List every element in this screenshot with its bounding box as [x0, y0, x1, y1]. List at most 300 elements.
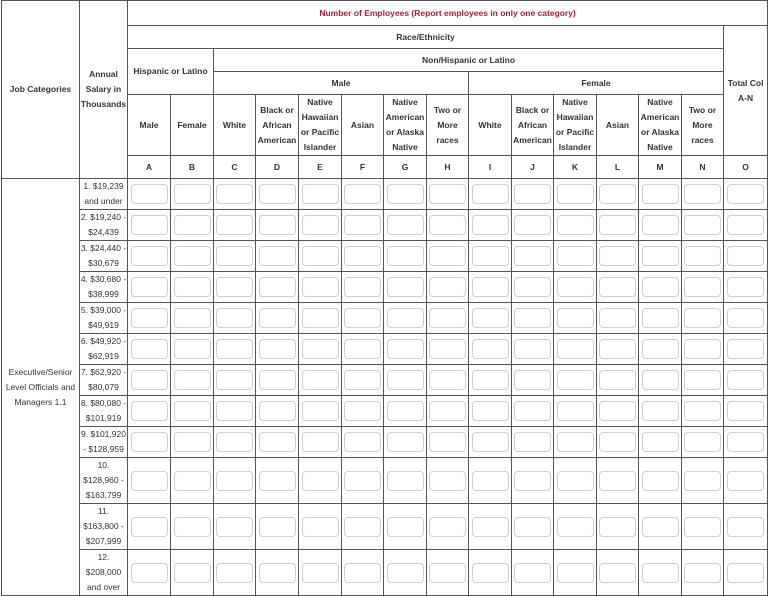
input-cell [639, 427, 682, 458]
count-input-row4-col-j[interactable] [514, 277, 551, 297]
count-input-row7-col-n[interactable] [684, 370, 721, 390]
count-input-row7-col-b[interactable] [174, 370, 211, 390]
count-input-row1-col-n[interactable] [684, 184, 721, 204]
count-input-row9-col-f[interactable] [344, 432, 381, 452]
count-input-row11-col-g[interactable] [387, 517, 424, 537]
count-input-row7-col-c[interactable] [216, 370, 253, 390]
column-header-h: Two or More races [427, 95, 469, 156]
count-input-row10-col-h[interactable] [429, 471, 466, 491]
count-input-row5-col-f[interactable] [344, 308, 381, 328]
input-cell [256, 334, 299, 365]
count-input-row1-col-h[interactable] [429, 184, 466, 204]
count-input-row1-col-o[interactable] [727, 184, 764, 204]
input-cell [171, 458, 214, 504]
count-input-row11-col-c[interactable] [216, 517, 253, 537]
input-cell [427, 427, 469, 458]
input-cell [724, 334, 768, 365]
column-letter-j: J [512, 156, 554, 179]
input-cell [597, 504, 639, 550]
count-input-row5-col-k[interactable] [557, 308, 594, 328]
count-input-row9-col-a[interactable] [131, 432, 168, 452]
count-input-row11-col-m[interactable] [642, 517, 679, 537]
input-cell [342, 458, 384, 504]
count-input-row9-col-d[interactable] [259, 432, 296, 452]
count-input-row2-col-f[interactable] [344, 215, 381, 235]
count-input-row1-col-d[interactable] [259, 184, 296, 204]
count-input-row8-col-c[interactable] [216, 401, 253, 421]
count-input-row10-col-l[interactable] [599, 471, 636, 491]
count-input-row4-col-f[interactable] [344, 277, 381, 297]
count-input-row9-col-o[interactable] [727, 432, 764, 452]
count-input-row12-col-o[interactable] [727, 563, 764, 583]
count-input-row5-col-c[interactable] [216, 308, 253, 328]
hispanic-or-latino-header: Hispanic or Latino [128, 49, 214, 95]
count-input-row6-col-h[interactable] [429, 339, 466, 359]
input-cell [512, 334, 554, 365]
count-input-row1-col-c[interactable] [216, 184, 253, 204]
input-cell [299, 427, 342, 458]
input-cell [469, 550, 512, 596]
count-input-row4-col-b[interactable] [174, 277, 211, 297]
input-cell [597, 241, 639, 272]
count-input-row9-col-c[interactable] [216, 432, 253, 452]
input-cell [384, 504, 427, 550]
count-input-row10-col-n[interactable] [684, 471, 721, 491]
count-input-row6-col-l[interactable] [599, 339, 636, 359]
count-input-row11-col-n[interactable] [684, 517, 721, 537]
salary-range-label: 4. $30,680 - $38,999 [80, 272, 128, 303]
input-cell [427, 365, 469, 396]
count-input-row11-col-a[interactable] [131, 517, 168, 537]
input-cell [384, 303, 427, 334]
input-cell [512, 303, 554, 334]
input-cell [469, 272, 512, 303]
salary-range-label: 12. $208,000 and over [80, 550, 128, 596]
input-cell [427, 272, 469, 303]
salary-row [2, 458, 768, 504]
input-cell [214, 396, 256, 427]
count-input-row7-col-d[interactable] [259, 370, 296, 390]
count-input-row3-col-l[interactable] [599, 246, 636, 266]
count-input-row3-col-a[interactable] [131, 246, 168, 266]
count-input-row7-col-a[interactable] [131, 370, 168, 390]
input-cell [682, 303, 724, 334]
input-cell [256, 210, 299, 241]
salary-range-label: 7. $62,920 - $80,079 [80, 365, 128, 396]
count-input-row6-col-i[interactable] [472, 339, 509, 359]
count-input-row12-col-a[interactable] [131, 563, 168, 583]
count-input-row4-col-k[interactable] [557, 277, 594, 297]
input-cell [639, 334, 682, 365]
count-input-row12-col-d[interactable] [259, 563, 296, 583]
input-cell [554, 179, 597, 210]
input-cell [384, 458, 427, 504]
input-cell [256, 272, 299, 303]
input-cell [724, 504, 768, 550]
count-input-row11-col-f[interactable] [344, 517, 381, 537]
input-cell [342, 427, 384, 458]
input-cell [128, 427, 171, 458]
input-cell [427, 241, 469, 272]
count-input-row7-col-o[interactable] [727, 370, 764, 390]
count-input-row9-col-j[interactable] [514, 432, 551, 452]
count-input-row9-col-l[interactable] [599, 432, 636, 452]
salary-row [2, 210, 768, 241]
count-input-row3-col-e[interactable] [302, 246, 339, 266]
input-cell [639, 241, 682, 272]
input-cell [469, 504, 512, 550]
count-input-row6-col-j[interactable] [514, 339, 551, 359]
count-input-row12-col-l[interactable] [599, 563, 636, 583]
count-input-row10-col-b[interactable] [174, 471, 211, 491]
count-input-row4-col-n[interactable] [684, 277, 721, 297]
input-cell [384, 210, 427, 241]
count-input-row1-col-g[interactable] [387, 184, 424, 204]
count-input-row12-col-e[interactable] [302, 563, 339, 583]
count-input-row7-col-l[interactable] [599, 370, 636, 390]
count-input-row6-col-g[interactable] [387, 339, 424, 359]
count-input-row2-col-j[interactable] [514, 215, 551, 235]
count-input-row1-col-j[interactable] [514, 184, 551, 204]
salary-range-label: 9. $101,920 - $128,959 [80, 427, 128, 458]
count-input-row11-col-b[interactable] [174, 517, 211, 537]
count-input-row2-col-h[interactable] [429, 215, 466, 235]
input-cell [171, 365, 214, 396]
input-cell [427, 179, 469, 210]
count-input-row12-col-k[interactable] [557, 563, 594, 583]
input-cell [512, 241, 554, 272]
count-input-row2-col-d[interactable] [259, 215, 296, 235]
input-cell [214, 303, 256, 334]
count-input-row10-col-d[interactable] [259, 471, 296, 491]
input-cell [214, 179, 256, 210]
count-input-row8-col-h[interactable] [429, 401, 466, 421]
count-input-row3-col-d[interactable] [259, 246, 296, 266]
input-cell [384, 427, 427, 458]
count-input-row4-col-m[interactable] [642, 277, 679, 297]
count-input-row3-col-o[interactable] [727, 246, 764, 266]
count-input-row4-col-l[interactable] [599, 277, 636, 297]
input-cell [724, 427, 768, 458]
count-input-row1-col-e[interactable] [302, 184, 339, 204]
salary-row [2, 303, 768, 334]
input-cell [256, 504, 299, 550]
count-input-row5-col-m[interactable] [642, 308, 679, 328]
input-cell [469, 303, 512, 334]
count-input-row9-col-i[interactable] [472, 432, 509, 452]
count-input-row3-col-f[interactable] [344, 246, 381, 266]
count-input-row5-col-e[interactable] [302, 308, 339, 328]
input-cell [214, 550, 256, 596]
count-input-row12-col-f[interactable] [344, 563, 381, 583]
input-cell [256, 458, 299, 504]
count-input-row10-col-a[interactable] [131, 471, 168, 491]
count-input-row11-col-d[interactable] [259, 517, 296, 537]
count-input-row11-col-e[interactable] [302, 517, 339, 537]
count-input-row2-col-k[interactable] [557, 215, 594, 235]
salary-row [2, 334, 768, 365]
column-header-a: Male [128, 95, 171, 156]
input-cell [512, 427, 554, 458]
count-input-row2-col-o[interactable] [727, 215, 764, 235]
count-input-row7-col-k[interactable] [557, 370, 594, 390]
input-cell [128, 210, 171, 241]
input-cell [427, 396, 469, 427]
count-input-row5-col-i[interactable] [472, 308, 509, 328]
count-input-row8-col-j[interactable] [514, 401, 551, 421]
count-input-row5-col-h[interactable] [429, 308, 466, 328]
count-input-row11-col-k[interactable] [557, 517, 594, 537]
count-input-row12-col-c[interactable] [216, 563, 253, 583]
count-input-row6-col-a[interactable] [131, 339, 168, 359]
count-input-row4-col-h[interactable] [429, 277, 466, 297]
count-input-row7-col-i[interactable] [472, 370, 509, 390]
column-letter-n: N [682, 156, 724, 179]
count-input-row4-col-c[interactable] [216, 277, 253, 297]
input-cell [342, 550, 384, 596]
count-input-row7-col-m[interactable] [642, 370, 679, 390]
count-input-row7-col-h[interactable] [429, 370, 466, 390]
column-letter-b: B [171, 156, 214, 179]
count-input-row3-col-b[interactable] [174, 246, 211, 266]
input-cell [171, 396, 214, 427]
count-input-row8-col-n[interactable] [684, 401, 721, 421]
count-input-row12-col-i[interactable] [472, 563, 509, 583]
input-cell [554, 334, 597, 365]
annual-salary-header: Annual Salary in Thousands [80, 1, 128, 179]
salary-range-label: 6. $49,920 - $62,919 [80, 334, 128, 365]
input-cell [342, 396, 384, 427]
count-input-row3-col-j[interactable] [514, 246, 551, 266]
count-input-row6-col-d[interactable] [259, 339, 296, 359]
input-cell [554, 427, 597, 458]
race-ethnicity-header: Race/Ethnicity [128, 26, 724, 49]
count-input-row7-col-e[interactable] [302, 370, 339, 390]
count-input-row8-col-m[interactable] [642, 401, 679, 421]
input-cell [512, 210, 554, 241]
count-input-row5-col-b[interactable] [174, 308, 211, 328]
count-input-row4-col-i[interactable] [472, 277, 509, 297]
input-cell [171, 504, 214, 550]
female-group-header: Female [469, 72, 724, 95]
count-input-row10-col-j[interactable] [514, 471, 551, 491]
input-cell [597, 365, 639, 396]
input-cell [128, 458, 171, 504]
count-input-row8-col-e[interactable] [302, 401, 339, 421]
column-header-j: Black or African American [512, 95, 554, 156]
count-input-row7-col-f[interactable] [344, 370, 381, 390]
column-letter-l: L [597, 156, 639, 179]
count-input-row5-col-l[interactable] [599, 308, 636, 328]
count-input-row7-col-g[interactable] [387, 370, 424, 390]
count-input-row12-col-b[interactable] [174, 563, 211, 583]
input-cell [554, 210, 597, 241]
count-input-row9-col-k[interactable] [557, 432, 594, 452]
count-input-row6-col-b[interactable] [174, 339, 211, 359]
count-input-row10-col-g[interactable] [387, 471, 424, 491]
input-cell [214, 365, 256, 396]
count-input-row10-col-k[interactable] [557, 471, 594, 491]
count-input-row5-col-n[interactable] [684, 308, 721, 328]
count-input-row10-col-m[interactable] [642, 471, 679, 491]
input-cell [128, 504, 171, 550]
count-input-row5-col-a[interactable] [131, 308, 168, 328]
count-input-row6-col-c[interactable] [216, 339, 253, 359]
input-cell [384, 179, 427, 210]
count-input-row9-col-g[interactable] [387, 432, 424, 452]
input-cell [128, 550, 171, 596]
count-input-row12-col-h[interactable] [429, 563, 466, 583]
input-cell [384, 272, 427, 303]
input-cell [342, 179, 384, 210]
count-input-row2-col-e[interactable] [302, 215, 339, 235]
input-cell [639, 504, 682, 550]
input-cell [512, 504, 554, 550]
input-cell [469, 241, 512, 272]
count-input-row1-col-k[interactable] [557, 184, 594, 204]
input-cell [171, 427, 214, 458]
input-cell [427, 458, 469, 504]
count-input-row10-col-c[interactable] [216, 471, 253, 491]
count-input-row10-col-o[interactable] [727, 471, 764, 491]
count-input-row9-col-h[interactable] [429, 432, 466, 452]
count-input-row2-col-b[interactable] [174, 215, 211, 235]
count-input-row9-col-m[interactable] [642, 432, 679, 452]
input-cell [724, 179, 768, 210]
count-input-row5-col-j[interactable] [514, 308, 551, 328]
count-input-row6-col-f[interactable] [344, 339, 381, 359]
count-input-row3-col-m[interactable] [642, 246, 679, 266]
count-input-row1-col-m[interactable] [642, 184, 679, 204]
input-cell [384, 396, 427, 427]
count-input-row8-col-k[interactable] [557, 401, 594, 421]
count-input-row6-col-k[interactable] [557, 339, 594, 359]
input-cell [682, 427, 724, 458]
count-input-row2-col-l[interactable] [599, 215, 636, 235]
input-cell [299, 550, 342, 596]
count-input-row8-col-d[interactable] [259, 401, 296, 421]
count-input-row11-col-o[interactable] [727, 517, 764, 537]
count-input-row10-col-f[interactable] [344, 471, 381, 491]
count-input-row9-col-e[interactable] [302, 432, 339, 452]
count-input-row1-col-a[interactable] [131, 184, 168, 204]
count-input-row8-col-g[interactable] [387, 401, 424, 421]
input-cell [682, 550, 724, 596]
count-input-row2-col-c[interactable] [216, 215, 253, 235]
count-input-row8-col-l[interactable] [599, 401, 636, 421]
count-input-row2-col-m[interactable] [642, 215, 679, 235]
input-cell [554, 272, 597, 303]
input-cell [128, 272, 171, 303]
count-input-row4-col-e[interactable] [302, 277, 339, 297]
input-cell [639, 179, 682, 210]
count-input-row6-col-n[interactable] [684, 339, 721, 359]
input-cell [512, 458, 554, 504]
count-input-row1-col-l[interactable] [599, 184, 636, 204]
count-input-row10-col-e[interactable] [302, 471, 339, 491]
input-cell [554, 303, 597, 334]
count-input-row4-col-d[interactable] [259, 277, 296, 297]
table-title: Number of Employees (Report employees in only one category) [128, 1, 768, 26]
count-input-row8-col-f[interactable] [344, 401, 381, 421]
column-header-c: White [214, 95, 256, 156]
count-input-row5-col-o[interactable] [727, 308, 764, 328]
input-cell [299, 458, 342, 504]
count-input-row1-col-b[interactable] [174, 184, 211, 204]
count-input-row3-col-k[interactable] [557, 246, 594, 266]
input-cell [299, 272, 342, 303]
count-input-row2-col-a[interactable] [131, 215, 168, 235]
count-input-row11-col-j[interactable] [514, 517, 551, 537]
count-input-row8-col-o[interactable] [727, 401, 764, 421]
count-input-row6-col-e[interactable] [302, 339, 339, 359]
count-input-row10-col-i[interactable] [472, 471, 509, 491]
count-input-row12-col-g[interactable] [387, 563, 424, 583]
salary-range-label: 2. $19,240 - $24,439 [80, 210, 128, 241]
count-input-row11-col-i[interactable] [472, 517, 509, 537]
input-cell [554, 365, 597, 396]
count-input-row11-col-l[interactable] [599, 517, 636, 537]
input-cell [512, 179, 554, 210]
count-input-row9-col-n[interactable] [684, 432, 721, 452]
input-cell [597, 458, 639, 504]
input-cell [128, 303, 171, 334]
count-input-row5-col-g[interactable] [387, 308, 424, 328]
input-cell [554, 458, 597, 504]
count-input-row12-col-m[interactable] [642, 563, 679, 583]
count-input-row2-col-g[interactable] [387, 215, 424, 235]
count-input-row3-col-i[interactable] [472, 246, 509, 266]
input-cell [597, 334, 639, 365]
input-cell [427, 210, 469, 241]
count-input-row8-col-i[interactable] [472, 401, 509, 421]
count-input-row7-col-j[interactable] [514, 370, 551, 390]
count-input-row1-col-f[interactable] [344, 184, 381, 204]
count-input-row2-col-n[interactable] [684, 215, 721, 235]
input-cell [128, 179, 171, 210]
count-input-row12-col-j[interactable] [514, 563, 551, 583]
count-input-row5-col-d[interactable] [259, 308, 296, 328]
count-input-row8-col-a[interactable] [131, 401, 168, 421]
input-cell [384, 550, 427, 596]
input-cell [427, 334, 469, 365]
count-input-row3-col-n[interactable] [684, 246, 721, 266]
input-cell [724, 365, 768, 396]
input-cell [256, 427, 299, 458]
count-input-row8-col-b[interactable] [174, 401, 211, 421]
count-input-row3-col-c[interactable] [216, 246, 253, 266]
count-input-row12-col-n[interactable] [684, 563, 721, 583]
count-input-row6-col-m[interactable] [642, 339, 679, 359]
salary-range-label: 11. $163,800 - $207,999 [80, 504, 128, 550]
count-input-row11-col-h[interactable] [429, 517, 466, 537]
count-input-row1-col-i[interactable] [472, 184, 509, 204]
input-cell [128, 365, 171, 396]
column-header-e: Native Hawaiian or Pacific Islander [299, 95, 342, 156]
count-input-row6-col-o[interactable] [727, 339, 764, 359]
count-input-row4-col-g[interactable] [387, 277, 424, 297]
count-input-row9-col-b[interactable] [174, 432, 211, 452]
count-input-row4-col-o[interactable] [727, 277, 764, 297]
count-input-row2-col-i[interactable] [472, 215, 509, 235]
input-cell [299, 396, 342, 427]
input-cell [299, 334, 342, 365]
count-input-row3-col-h[interactable] [429, 246, 466, 266]
count-input-row3-col-g[interactable] [387, 246, 424, 266]
count-input-row4-col-a[interactable] [131, 277, 168, 297]
input-cell [682, 365, 724, 396]
employee-count-table [1, 0, 768, 596]
